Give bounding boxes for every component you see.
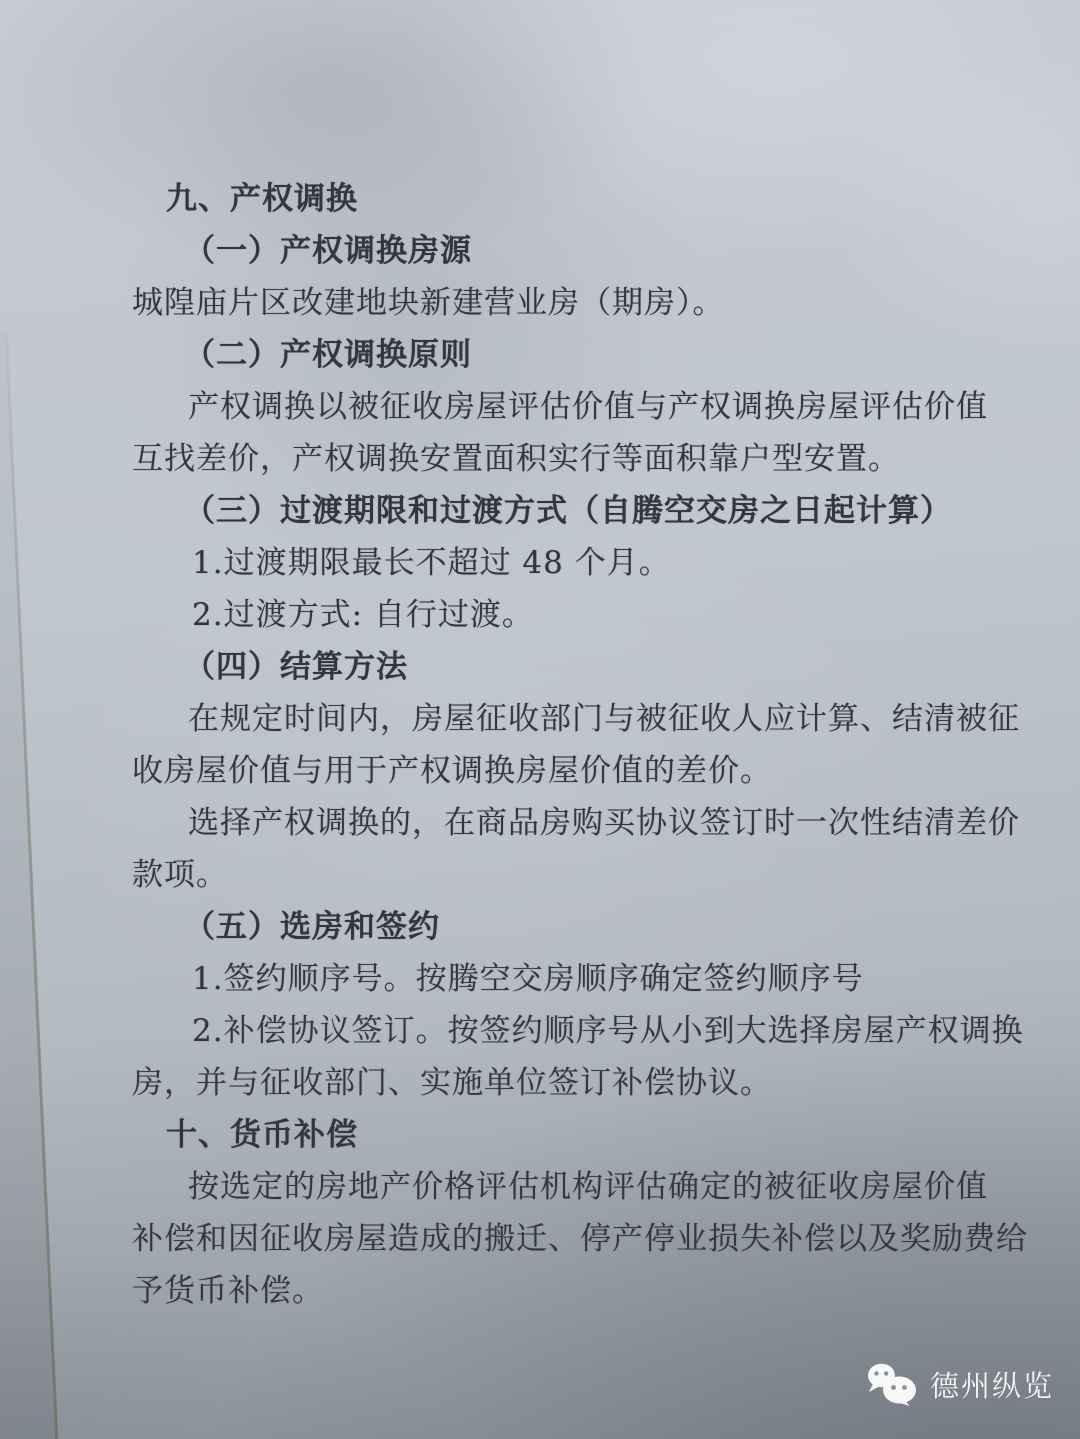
watermark-label: 德州纵览: [929, 1368, 1054, 1403]
document-line: 城隍庙片区改建地块新建营业房（期房）。: [132, 285, 725, 321]
document-line: 收房屋价值与用于产权调换房屋价值的差价。: [132, 753, 772, 789]
wechat-icon: [866, 1362, 918, 1406]
subsection-heading: （四）结算方法: [184, 649, 408, 685]
numbered-item: 1.签约顺序号。按腾空交房顺序确定签约顺序号: [192, 961, 864, 997]
document-line: 在规定时间内，房屋征收部门与被征收人应计算、结清被征: [188, 701, 1020, 737]
document-line: 予货币补偿。: [132, 1273, 324, 1309]
numbered-item: 2.过渡方式: 自行过渡。: [192, 597, 534, 633]
document-line: 房，并与征收部门、实施单位签订补偿协议。: [132, 1065, 772, 1101]
numbered-item: 2.补偿协议签订。按签约顺序号从小到大选择房屋产权调换: [192, 1013, 1024, 1049]
watermark: [866, 1362, 1054, 1406]
document-line: 按选定的房地产价格评估机构评估确定的被征收房屋价值: [188, 1169, 988, 1205]
document-line: 互找差价，产权调换安置面积实行等面积靠户型安置。: [132, 441, 900, 477]
document-line: 产权调换以被征收房屋评估价值与产权调换房屋评估价值: [188, 389, 988, 425]
paper-edge-shadow: [0, 330, 70, 1439]
section-heading: 九、产权调换: [166, 181, 358, 217]
section-heading: 十、货币补偿: [166, 1117, 358, 1153]
subsection-heading: （一）产权调换房源: [184, 233, 472, 269]
subsection-heading: （五）选房和签约: [184, 909, 440, 945]
document-line: 款项。: [132, 857, 228, 893]
document-line: 选择产权调换的，在商品房购买协议签订时一次性结清差价: [188, 805, 1020, 841]
document-text: [132, 173, 1028, 1317]
subsection-heading: （二）产权调换原则: [184, 337, 472, 373]
document-line: 补偿和因征收房屋造成的搬迁、停产停业损失补偿以及奖励费给: [132, 1221, 1028, 1257]
subsection-heading: （三）过渡期限和过渡方式（自腾空交房之日起计算）: [184, 493, 952, 529]
numbered-item: 1.过渡期限最长不超过 48 个月。: [192, 545, 671, 581]
